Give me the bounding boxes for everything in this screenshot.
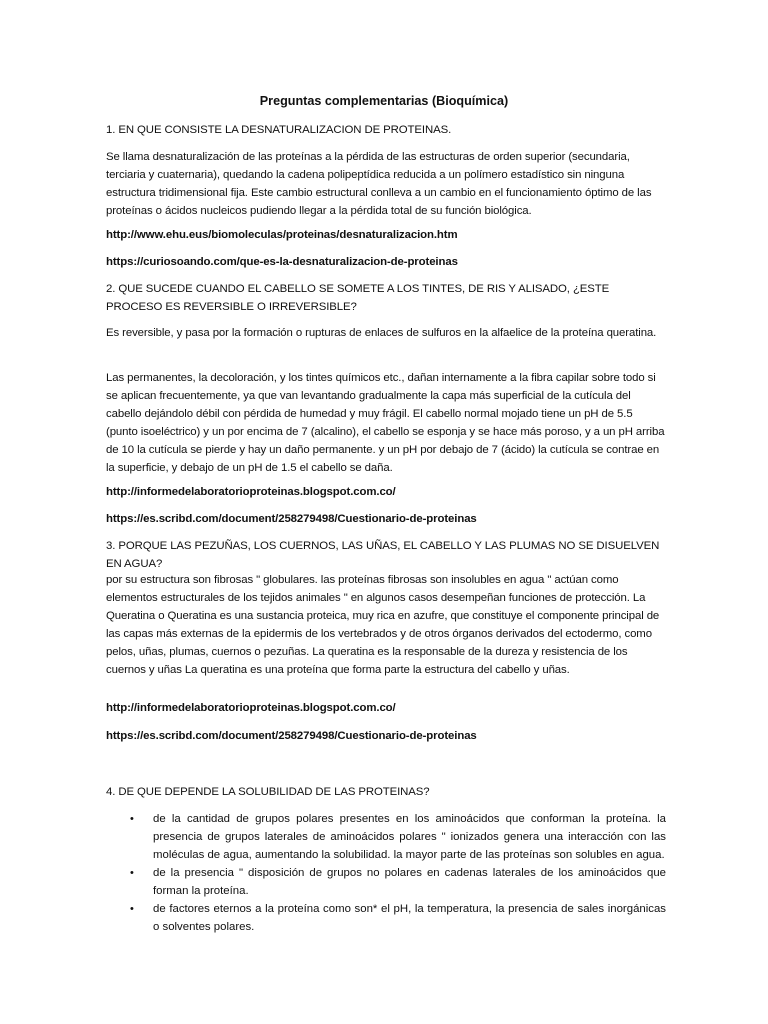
bullet-icon: •: [130, 813, 134, 825]
list-item: [106, 864, 666, 900]
bullet-icon: •: [130, 903, 134, 915]
list-item-text: de la cantidad de grupos polares presentes en los aminoácidos que conforman la proteína. la presencia de grupos laterales de aminoácidos polares " ionizados genera una interacción con las moléculas de agua, aumentando la solubilidad. la mayor parte de las proteínas son solubles en agua.: [153, 813, 666, 861]
list-item: [106, 810, 666, 864]
question-2-answer-2: Las permanentes, la decoloración, y los tintes químicos etc., dañan internamente a la fibra capilar sobre todo si se aplican frecuentemente, ya que van levantando gradualmente la capa más superficial de la cutícula del cabello dejándolo débil con pérdida de humedad y muy frágil. El cabello normal mojado tiene un pH de 5.5 (punto isoeléctrico) y un por encima de 7 (alcalino), el cabello se esponja y se hace más poroso, y a un pH arriba de 10 la cutícula se pierde y hay un daño permanente. y un pH por debajo de 7 (ácido) la cutícula se contrae en la superficie, y debajo de un pH de 1.5 el cabello se daña.: [106, 372, 665, 474]
source-link[interactable]: http://www.ehu.eus/biomoleculas/proteinas/desnaturalizacion.htm: [106, 229, 458, 241]
source-link[interactable]: http://informedelaboratorioproteinas.blogspot.com.co/: [106, 486, 396, 498]
question-1-source-1: [106, 226, 666, 244]
question-2-heading: 2. QUE SUCEDE CUANDO EL CABELLO SE SOMETE A LOS TINTES, DE RIS Y ALISADO, ¿ESTE PROCESO ES REVERSIBLE O IRREVERSIBLE?: [106, 283, 610, 313]
source-link[interactable]: https://es.scribd.com/document/258279498/Cuestionario-de-proteinas: [106, 513, 477, 525]
question-3-answer: por su estructura son fibrosas " globulares. las proteínas fibrosas son insolubles en agua " actúan como elementos estructurales de los tejidos animales " en algunos casos desempeñan funciones de protección. La Queratina o Queratina es una sustancia proteica, muy rica en azufre, que constituye el componente principal de las capas más externas de la epidermis de los vertebrados y de otros órganos derivados del ectodermo, como pelos, uñas, plumas, cuernos o pezuñas. La queratina es la responsable de la dureza y resistencia de los cuernos y uñas La queratina es una proteína que forma parte la estructura del cabello y uñas.: [106, 574, 660, 676]
question-3-heading: 3. PORQUE LAS PEZUÑAS, LOS CUERNOS, LAS UÑAS, EL CABELLO Y LAS PLUMAS NO SE DISUELVEN EN AGUA?: [106, 540, 660, 570]
list-item: [106, 900, 666, 936]
question-2-answer-1: Es reversible, y pasa por la formación o rupturas de enlaces de sulfuros en la alfaelice de la proteína queratina.: [106, 327, 657, 339]
source-link[interactable]: http://informedelaboratorioproteinas.blogspot.com.co/: [106, 702, 396, 714]
source-link[interactable]: https://curiosoando.com/que-es-la-desnaturalizacion-de-proteinas: [106, 256, 458, 268]
document-title: Preguntas complementarias (Bioquímica): [259, 94, 509, 108]
question-1-heading: 1. EN QUE CONSISTE LA DESNATURALIZACION DE PROTEINAS.: [106, 124, 452, 136]
question-3-source-2: [106, 727, 666, 745]
list-item-text: de la presencia " disposición de grupos no polares en cadenas laterales de los aminoácidos que forman la proteína.: [153, 867, 666, 897]
question-2-source-1: [106, 483, 666, 501]
question-2-source-2: [106, 510, 666, 528]
list-item-text: de factores eternos a la proteína como son* el pH, la temperatura, la presencia de sales inorgánicas o solventes polares.: [153, 903, 666, 933]
question-1-source-2: [106, 253, 666, 271]
question-4-heading: 4. DE QUE DEPENDE LA SOLUBILIDAD DE LAS PROTEINAS?: [106, 786, 430, 798]
source-link[interactable]: https://es.scribd.com/document/258279498/Cuestionario-de-proteinas: [106, 730, 477, 742]
question-4-bullet-list: [106, 810, 666, 936]
question-1-answer: Se llama desnaturalización de las proteínas a la pérdida de las estructuras de orden superior (secundaria, terciaria y cuaternaria), quedando la cadena polipeptídica reducida a un polímero estadístico sin ninguna estructura tridimensional fija. Este cambio estructural conlleva a un cambio en el funcionamiento óptimo de las proteínas o ácidos nucleicos pudiendo llegar a la pérdida total de su función biológica.: [106, 151, 652, 217]
bullet-icon: •: [130, 867, 134, 879]
question-3-source-1: [106, 699, 666, 717]
